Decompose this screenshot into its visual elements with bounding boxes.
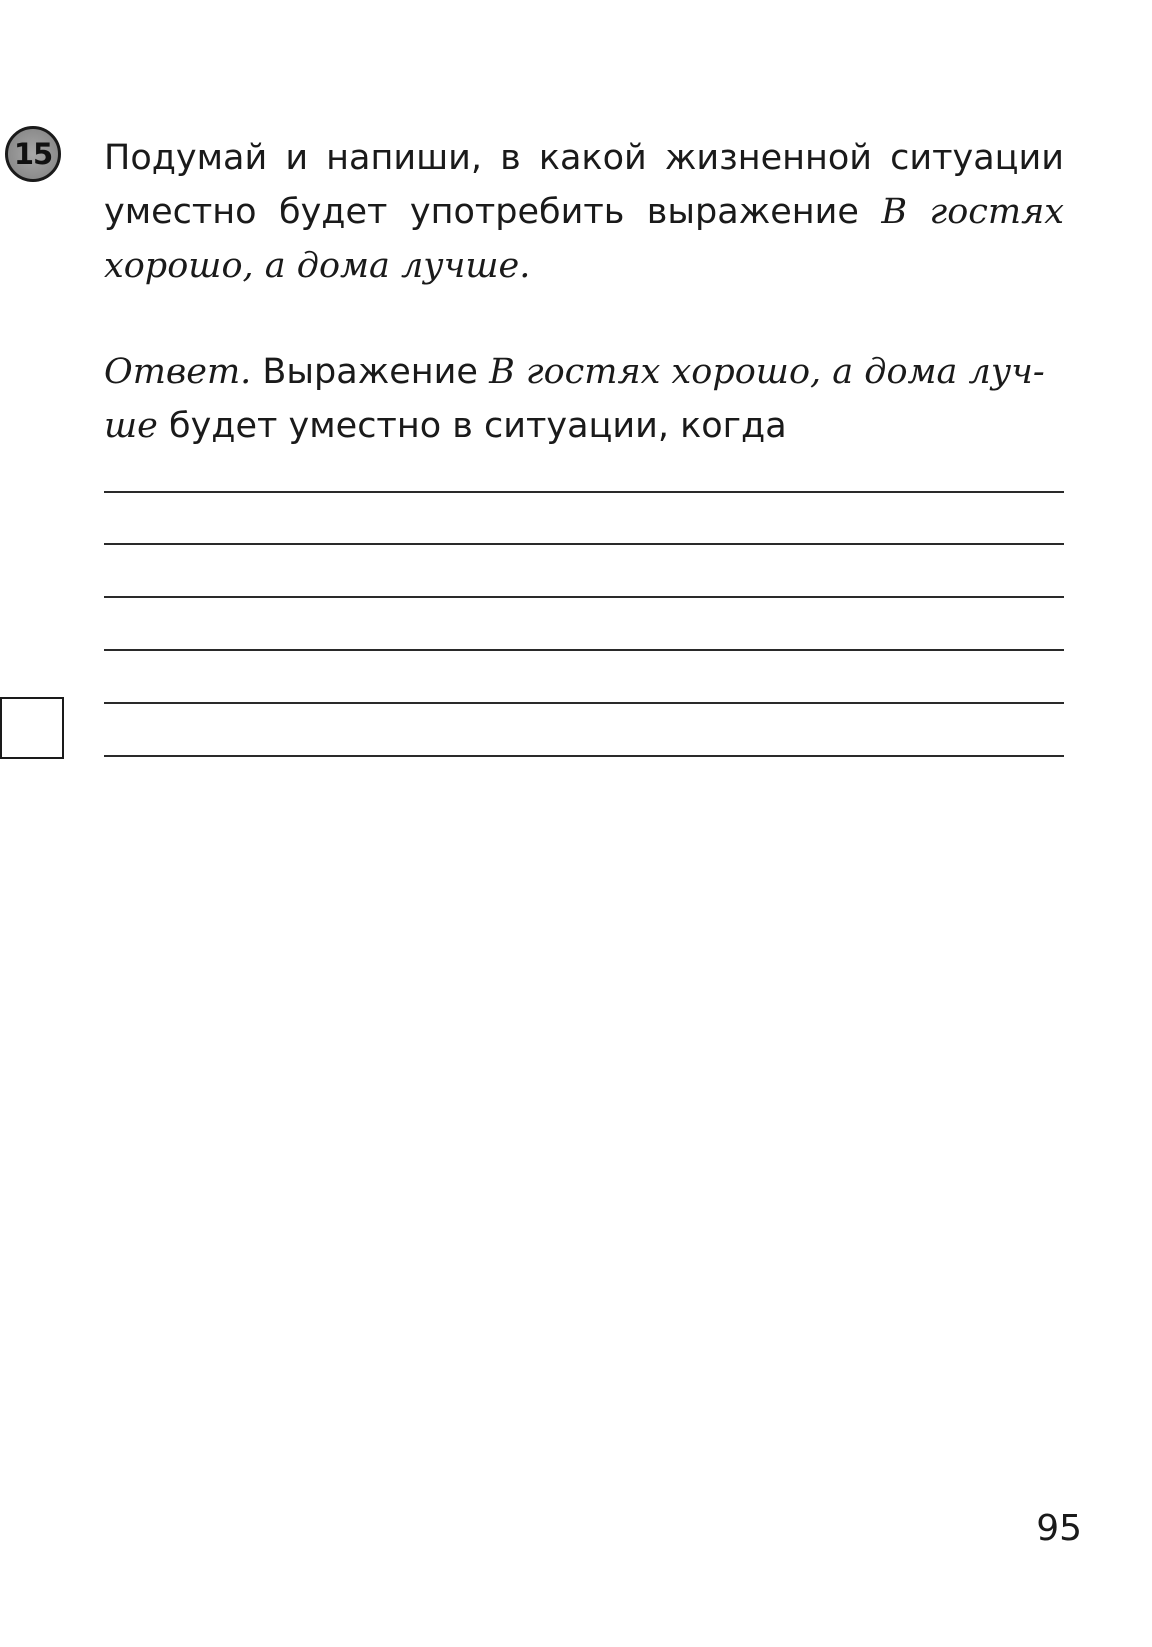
answer-prompt [104,345,1064,453]
answer-label: Ответ. [104,352,252,392]
task-statement [104,131,1064,293]
task-text-lead: Подумай и напиши, в какой жизненной ситуации уместно будет употребить выражение [104,138,1064,232]
answer-line-5[interactable] [104,702,1064,704]
answer-tail: будет уместно в ситуации, когда [157,406,787,446]
task-number-badge [5,126,61,182]
task-number: 15 [13,137,53,171]
score-box[interactable] [0,697,64,759]
answer-phrase: В гостях хорошо, а дома луч-ше [104,352,1045,446]
answer-line-2[interactable] [104,543,1064,545]
answer-lead: Выражение [251,352,490,392]
answer-line-1[interactable] [104,491,1064,493]
answer-line-6[interactable] [104,755,1064,757]
page-number: 95 [1036,1508,1082,1549]
answer-line-3[interactable] [104,596,1064,598]
answer-line-4[interactable] [104,649,1064,651]
task-text-phrase: В гостях хорошо, а дома лучше. [104,192,1064,286]
